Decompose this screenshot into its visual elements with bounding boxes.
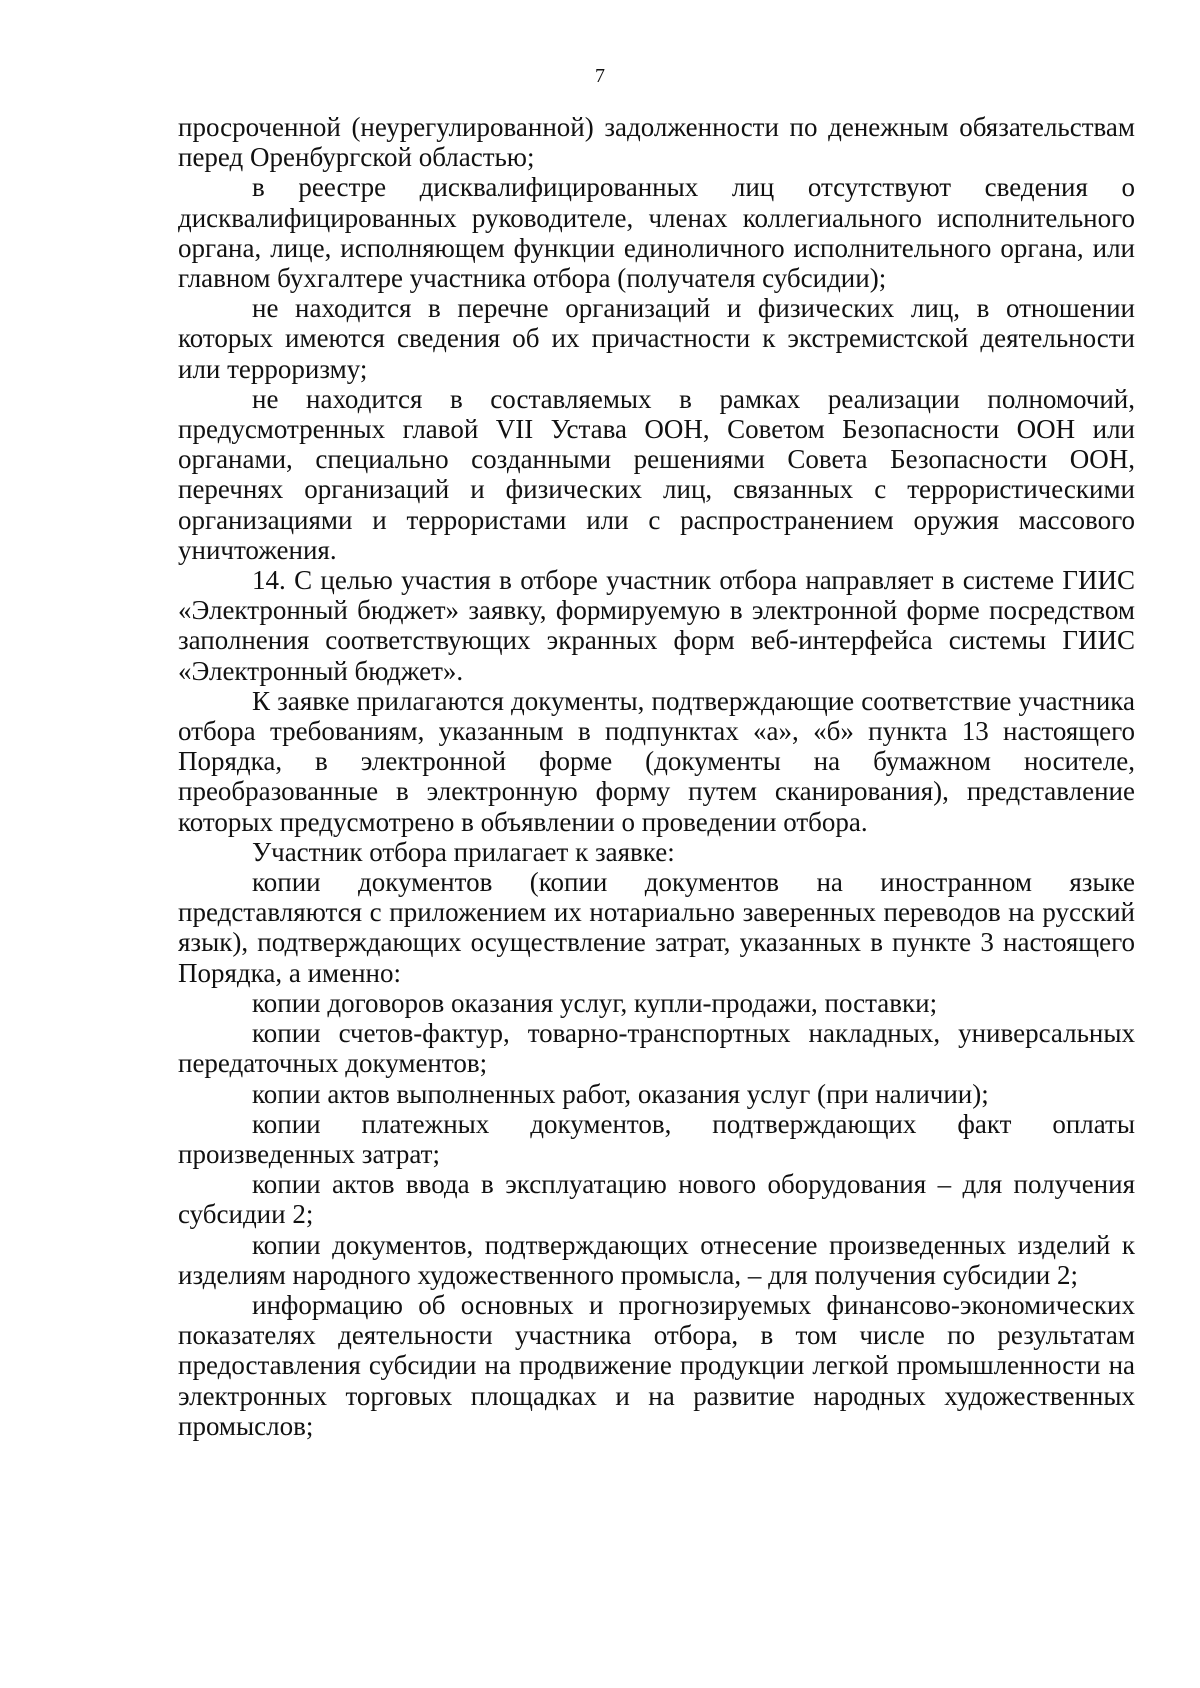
paragraph-overdue-debt: просроченной (неурегулированной) задолженности по денежным обязательствам перед Оренбургской областью; — [178, 112, 1135, 173]
list-item-equipment-acts: копии актов ввода в эксплуатацию нового оборудования – для получения субсидии 2; — [178, 1169, 1135, 1230]
list-item-payment-documents: копии платежных документов, подтверждающих факт оплаты произведенных затрат; — [178, 1108, 1135, 1169]
paragraph-extremism-list: не находится в перечне организаций и физических лиц, в отношении которых имеются сведения об их причастности к экстремистской деятельности или терроризму; — [178, 293, 1135, 384]
paragraph-attached-documents: К заявке прилагаются документы, подтверждающие соответствие участника отбора требованиям, указанным в подпунктах «а», «б» пункта 13 настоящего Порядка, в электронной форме (документы на бумажном носителе, преобразованные в электронную форму путем сканирования), представление которых предусмотрено в объявлении о проведении отбора. — [178, 685, 1135, 837]
paragraph-un-lists: не находится в составляемых в рамках реализации полномочий, предусмотренных главой VII Устава ООН, Советом Безопасности ООН или органами, специально созданными решениями Совета Безопасности ООН, перечнях организаций и физических лиц, связанных с террористическими организациями и террористами или с распространением оружия массового уничтожения. — [178, 383, 1135, 565]
list-item-document-copies: копии документов (копии документов на иностранном языке представляются с приложением их нотариально заверенных переводов на русский язык), подтверждающих осуществление затрат, указанных в пункте 3 настоящего Порядка, а именно: — [178, 867, 1135, 988]
paragraph-item-14: 14. С целью участия в отборе участник отбора направляет в системе ГИИС «Электронный бюджет» заявку, формируемую в электронной форме посредством заполнения соответствующих экранных форм веб-интерфейса системы ГИИС «Электронный бюджет». — [178, 565, 1135, 686]
page-number: 7 — [595, 65, 605, 87]
list-item-contracts: копии договоров оказания услуг, купли-продажи, поставки; — [252, 987, 938, 1018]
paragraph-disqualified-registry: в реестре дисквалифицированных лиц отсутствуют сведения о дисквалифицированных руководителе, членах коллегиального исполнительного органа, лице, исполняющем функции единоличного исполнительного органа, или главном бухгалтере участника отбора (получателя субсидии); — [178, 172, 1135, 294]
document-body — [178, 112, 1135, 1441]
list-item-work-acts: копии актов выполненных работ, оказания услуг (при наличии); — [252, 1078, 989, 1109]
list-item-folk-crafts-documents: копии документов, подтверждающих отнесение произведенных изделий к изделиям народного художественного промысла, – для получения субсидии 2; — [178, 1229, 1135, 1290]
paragraph-participant-attaches: Участник отбора прилагает к заявке: — [252, 836, 675, 867]
list-item-financial-indicators: информацию об основных и прогнозируемых финансово-экономических показателях деятельности участника отбора, в том числе по результатам предоставления субсидии на продвижение продукции легкой промышленности на электронных торговых площадках и на развитие народных художественных промыслов; — [178, 1289, 1135, 1441]
list-item-invoices: копии счетов-фактур, товарно-транспортных накладных, универсальных передаточных документов; — [178, 1018, 1135, 1079]
